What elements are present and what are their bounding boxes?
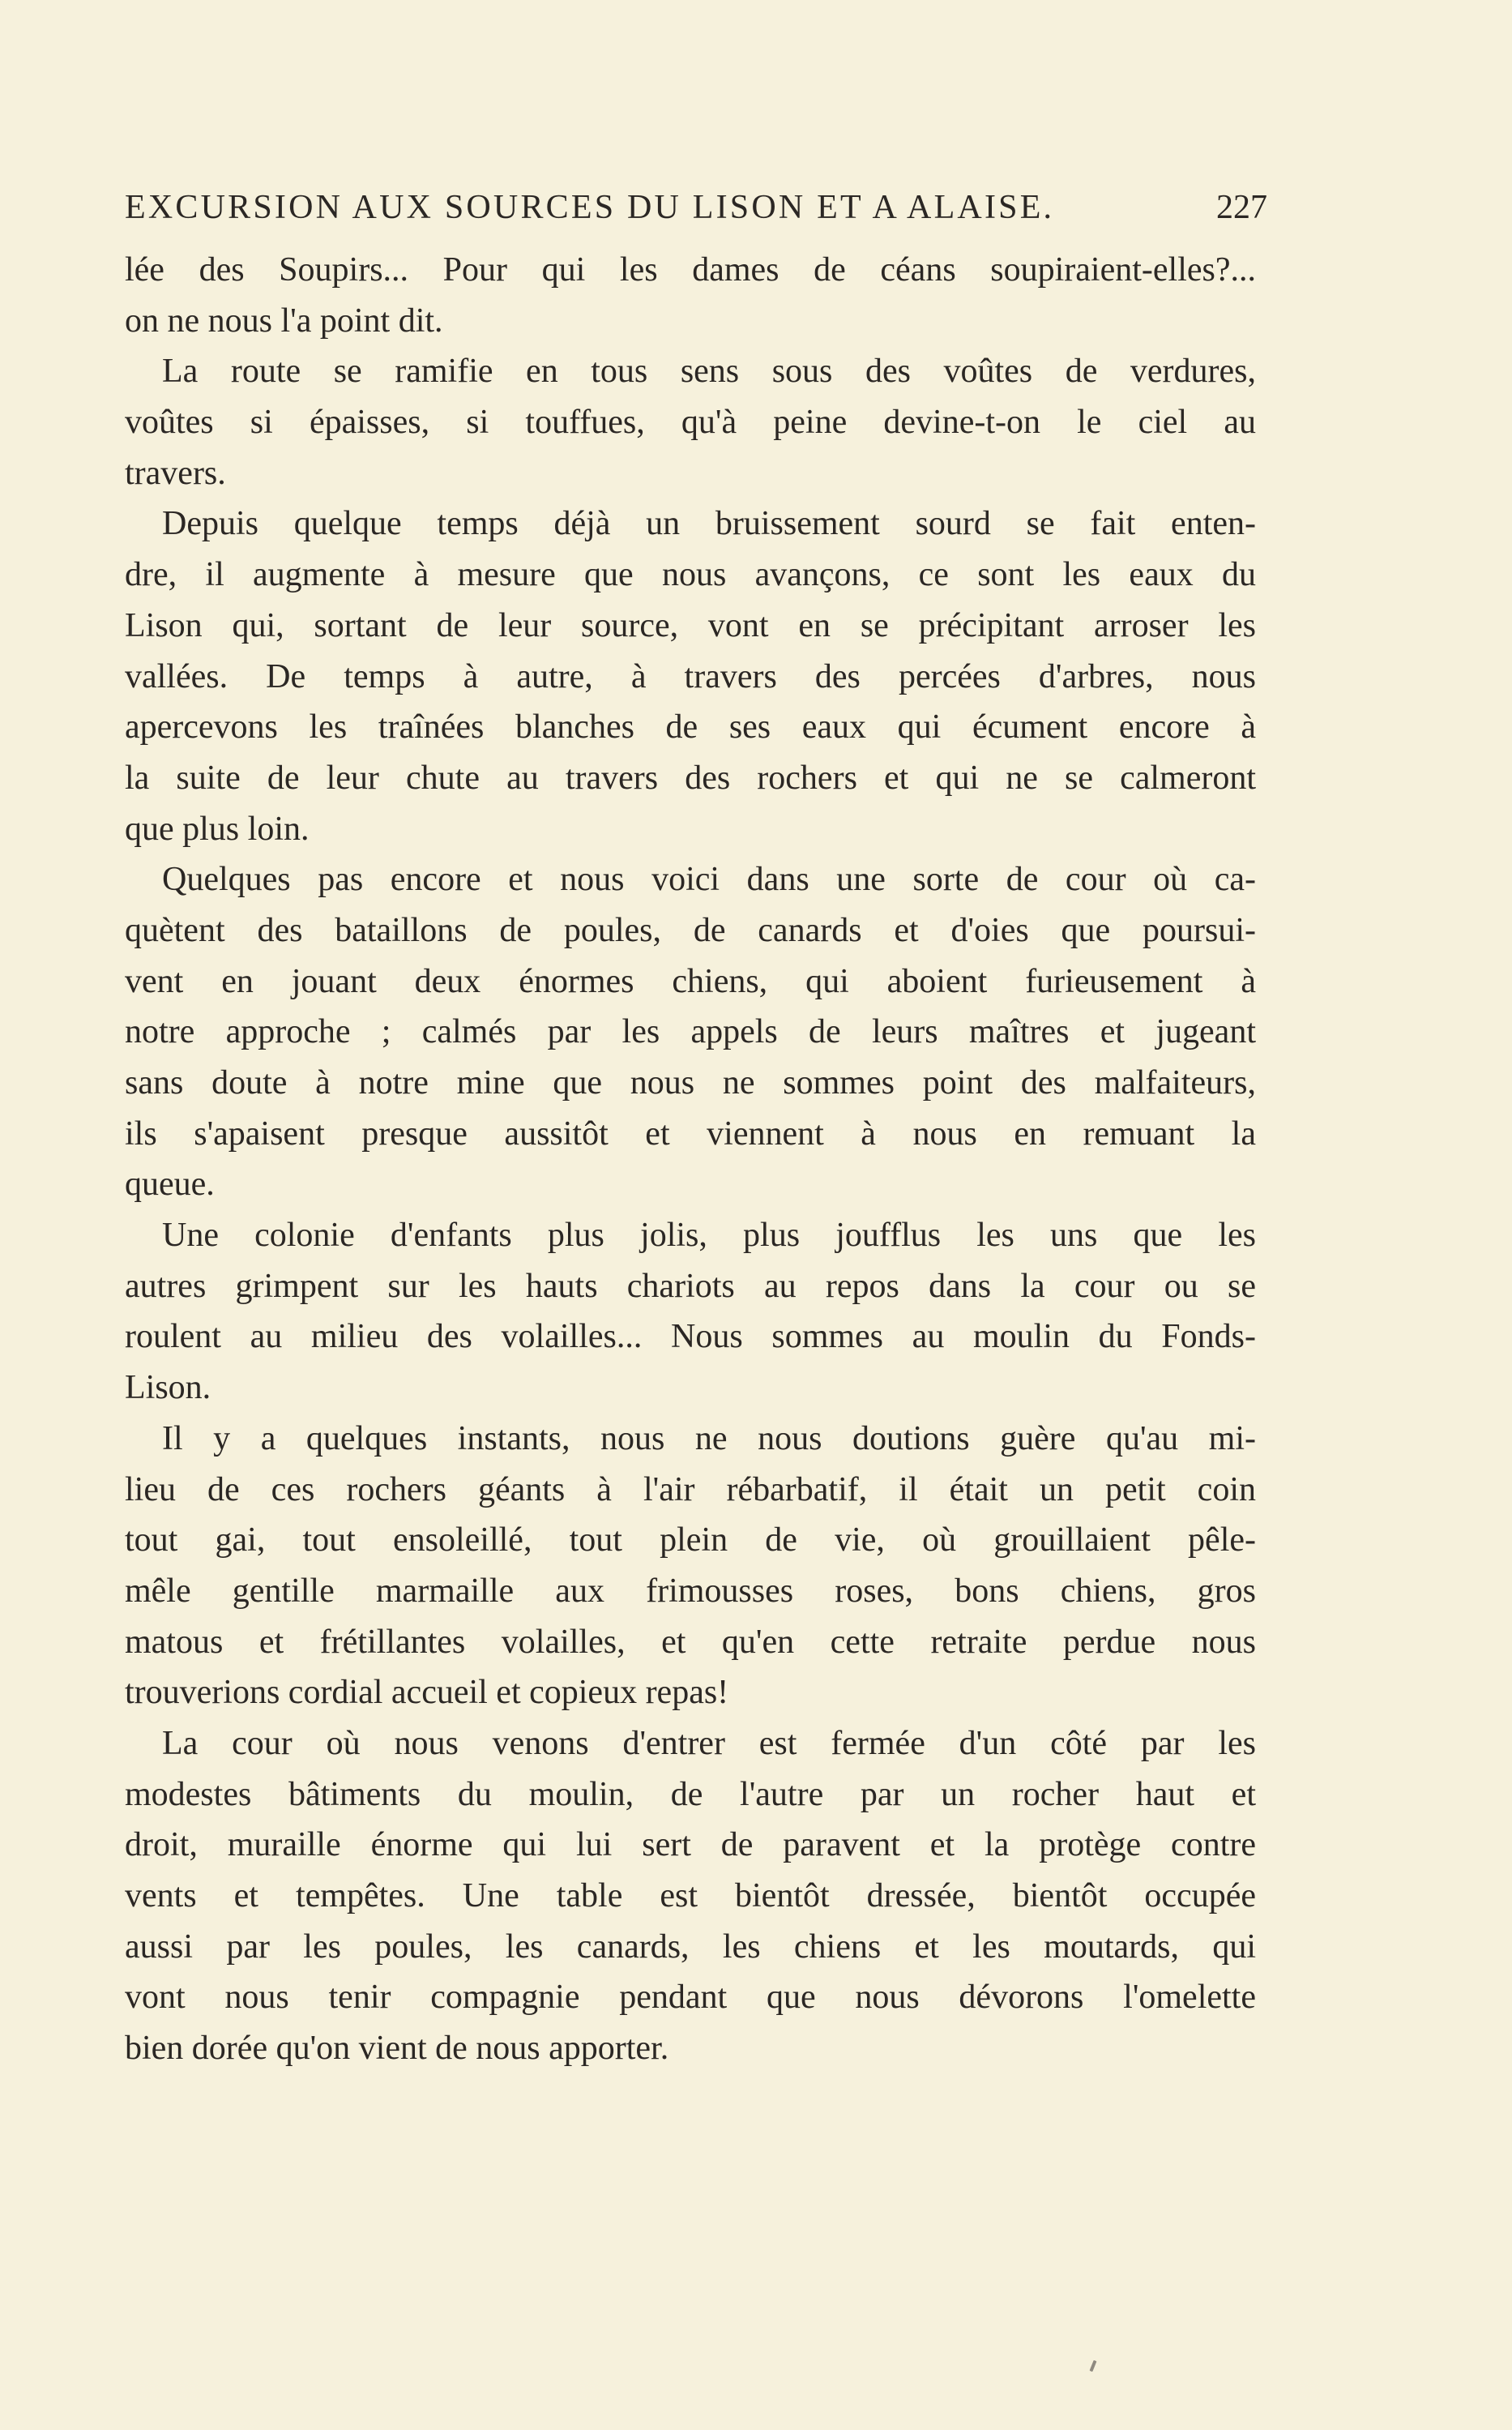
paragraph [125,498,1256,854]
body-text [125,245,1256,2074]
paragraph [125,245,1256,346]
paragraph [125,854,1256,1210]
paragraph [125,346,1256,498]
text-line: lieu de ces rochers géants à l'air rébarbatif, il était un petit coin [125,1470,1256,1508]
text-line: on ne nous l'a point dit. [125,302,443,340]
text-line: que plus loin. [125,810,310,848]
text-line: tout gai, tout ensoleillé, tout plein de vie, où grouillaient pêle- [125,1521,1256,1559]
text-line: lée des Soupirs... Pour qui les dames de céans soupiraient-elles?... [125,251,1256,289]
stray-ink-mark [1090,2360,1097,2372]
text-line: Lison qui, sortant de leur source, vont en se précipitant arroser les [125,606,1256,644]
running-head-title: EXCURSION AUX SOURCES DU LISON ET A ALAISE. [125,189,1055,226]
text-line: vallées. De temps à autre, à travers des percées d'arbres, nous [125,657,1256,695]
text-line: La cour où nous venons d'entrer est fermée d'un côté par les [162,1724,1256,1762]
text-line: La route se ramifie en tous sens sous des voûtes de verdures, [162,353,1256,391]
paragraph [125,1414,1256,1718]
text-line: queue. [125,1166,215,1204]
text-line: la suite de leur chute au travers des rochers et qui ne se calmeront [125,759,1256,797]
paragraph [125,1210,1256,1414]
text-line: matous et frétillantes volailles, et qu'en cette retraite perdue nous [125,1623,1256,1661]
text-line: notre approche ; calmés par les appels de leurs maîtres et jugeant [125,1013,1256,1051]
text-line: Quelques pas encore et nous voici dans une sorte de cour où ca- [162,861,1256,899]
text-line: aussi par les poules, les canards, les chiens et les moutards, qui [125,1927,1256,1966]
text-line: trouverions cordial accueil et copieux repas! [125,1674,729,1712]
paragraph [125,1718,1256,2074]
text-line: vents et tempêtes. Une table est bientôt dressée, bientôt occupée [125,1877,1256,1914]
text-line: Il y a quelques instants, nous ne nous doutions guère qu'au mi- [162,1419,1256,1457]
text-line: sans doute à notre mine que nous ne sommes point des malfaiteurs, [125,1064,1256,1102]
text-line: Depuis quelque temps déjà un bruissement sourd se fait enten- [162,505,1256,543]
text-line: apercevons les traînées blanches de ses eaux qui écument encore à [125,708,1256,747]
text-line: bien dorée qu'on vient de nous apporter. [125,2030,669,2068]
text-line: vent en jouant deux énormes chiens, qui aboient furieusement à [125,962,1256,1000]
text-line: roulent au milieu des volailles... Nous sommes au moulin du Fonds- [125,1318,1256,1356]
running-head [125,188,1267,237]
text-line: vont nous tenir compagnie pendant que nous dévorons l'omelette [125,1979,1256,2017]
page-number: 227 [1216,189,1267,226]
text-line: Lison. [125,1369,211,1407]
text-line: voûtes si épaisses, si touffues, qu'à peine devine-t-on le ciel au [125,404,1256,442]
text-line: Une colonie d'enfants plus jolis, plus joufflus les uns que les [162,1217,1256,1255]
text-line: droit, muraille énorme qui lui sert de paravent et la protège contre [125,1826,1256,1864]
text-line: mêle gentille marmaille aux frimousses roses, bons chiens, gros [125,1572,1256,1610]
text-line: travers. [125,454,226,492]
text-line: dre, il augmente à mesure que nous avançons, ce sont les eaux du [125,556,1256,594]
text-line: ils s'apaisent presque aussitôt et viennent à nous en remuant la [125,1114,1256,1153]
text-line: modestes bâtiments du moulin, de l'autre par un rocher haut et [125,1775,1256,1813]
text-line: autres grimpent sur les hauts chariots au repos dans la cour ou se [125,1267,1256,1305]
text-line: quètent des bataillons de poules, de canards et d'oies que poursui- [125,911,1256,949]
